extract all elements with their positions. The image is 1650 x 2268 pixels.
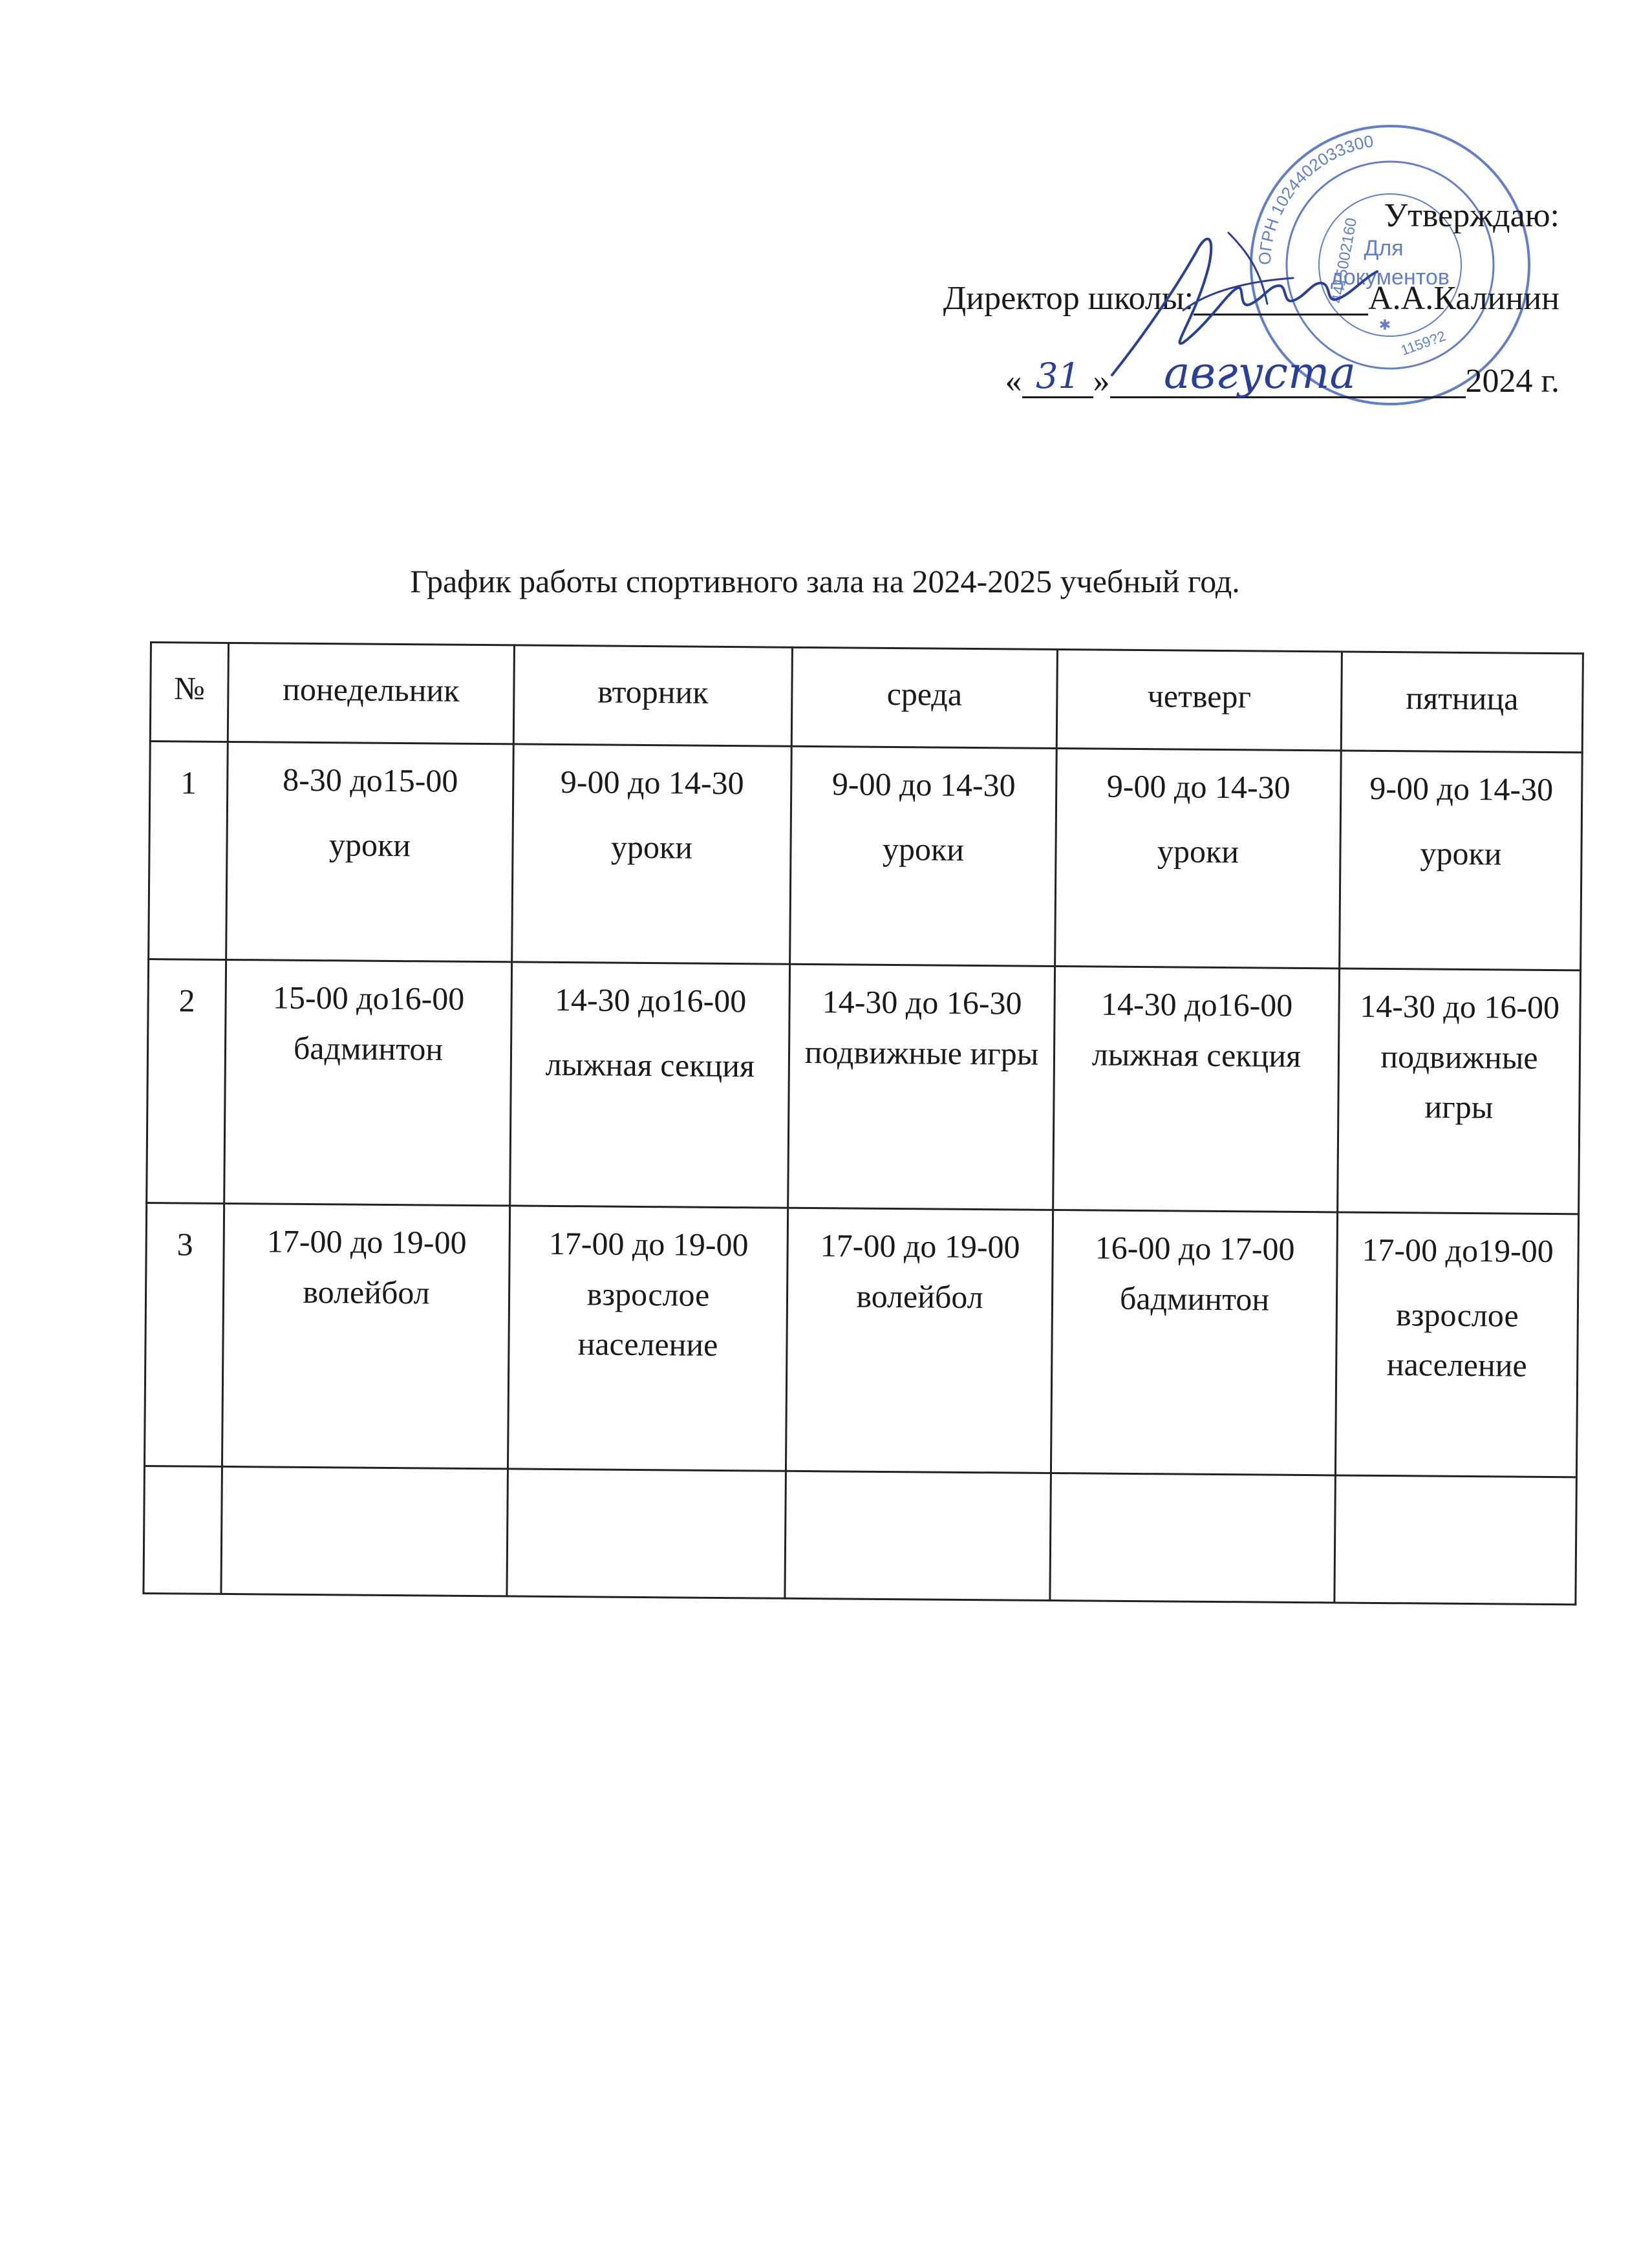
seal-inner-text-1: Для [1364,236,1404,261]
cell-activity [1340,1488,1572,1490]
cell-activity: уроки [328,826,411,863]
cell-activity: подвижные игры [1380,1038,1538,1126]
approve-label: Утверждаю: [1384,197,1559,234]
seal-number-text: 4415002160 [1328,216,1361,305]
cell-time: 9-00 до 14-30 [1106,767,1291,806]
cell-time: 14-30 до16-00 [1100,985,1293,1023]
row-number: 1 [149,742,228,960]
cell-time: 9-00 до 14-30 [560,763,744,802]
svg-text:✱: ✱ [1378,317,1391,334]
schedule-cell [1053,967,1340,1212]
table-row [147,959,1581,1214]
cell-time: 9-00 до 14-30 [1369,769,1554,808]
header-wednesday: среда [791,647,1057,748]
seal-side-text: 1159?2 [1398,327,1448,359]
cell-activity: уроки [882,830,965,868]
cell-activity: взрослое население [1386,1296,1527,1384]
cell-time: 17-00 до 19-00 [266,1223,467,1261]
director-name: А.А.Калинин [1368,280,1559,317]
director-label: Директор школы: [943,280,1194,317]
date-year: 2024 г. [1465,363,1559,400]
schedule-cell [222,1203,509,1468]
cell-time: 15-00 до16-00 [272,979,465,1017]
row-number: 2 [147,959,226,1203]
cell-time [513,1481,781,1483]
cell-activity: подвижные игры [804,1033,1039,1072]
schedule-cell [786,1208,1053,1473]
cell-time [1056,1486,1331,1488]
table-header-row [150,643,1583,753]
schedule-cell [1055,749,1342,968]
cell-time: 17-00 до 19-00 [548,1225,749,1263]
schedule-cell [512,744,792,964]
cell-activity: бадминтон [1119,1279,1270,1318]
cell-activity [791,1484,1046,1486]
cell-activity: волейбол [303,1273,430,1311]
cell-activity [513,1481,781,1483]
cell-activity: волейбол [856,1278,983,1315]
date-day-blank [1022,396,1093,398]
table-row [144,1466,1576,1604]
director-signature [1099,213,1384,381]
seal-inner-text-2: документов [1331,265,1450,290]
cell-time: 14-30 до16-00 [554,981,747,1020]
schedule-cell [1334,1475,1577,1605]
schedule-cell [788,964,1055,1210]
cell-time [791,1484,1046,1486]
table-row [149,742,1583,970]
schedule-cell [790,746,1057,966]
header-thursday: четверг [1056,650,1342,751]
cell-time [227,1479,503,1481]
schedule-cell [785,1471,1051,1600]
header-monday: понедельник [228,643,514,744]
cell-time [1340,1488,1572,1490]
schedule-table [142,641,1584,1605]
header-friday: пятница [1341,652,1583,753]
cell-activity: бадминтон [293,1029,444,1067]
date-open-quote: « [1005,363,1022,400]
cell-time: 17-00 до 19-00 [820,1227,1020,1265]
schedule-cell [1340,751,1583,970]
schedule-cell [510,962,790,1208]
schedule-cell [226,742,514,961]
cell-activity: уроки [610,828,693,866]
schedule-cell [224,959,512,1205]
page-title: График работы спортивного зала на 2024-2025 учебный год. [410,563,1240,599]
date-month-blank [1110,396,1466,398]
schedule-cell [1051,1210,1337,1475]
cell-time: 8-30 до15-00 [282,761,458,799]
cell-activity [1056,1486,1331,1488]
seal-ring-text: ОГРН 1024402033300 [1254,131,1375,266]
cell-time: 17-00 до19-00 [1362,1231,1554,1270]
schedule-cell [1335,1212,1578,1477]
schedule-cell [1338,968,1581,1214]
cell-activity: уроки [1420,834,1502,872]
table-row [144,1203,1578,1477]
cell-activity [227,1479,503,1481]
cell-activity: лыжная секция [1091,1035,1302,1074]
schedule-cell [221,1466,508,1596]
cell-activity: лыжная секция [545,1045,755,1084]
cell-time: 9-00 до 14-30 [831,765,1016,804]
row-number [144,1466,222,1594]
schedule-cell [1050,1473,1336,1602]
row-number: 3 [144,1203,224,1466]
date-close-quote: » [1093,363,1110,400]
schedule-cell [507,1469,786,1598]
svg-text:августа: августа [1164,348,1356,399]
cell-time: 14-30 до 16-00 [1360,987,1560,1026]
header-tuesday: вторник [513,645,792,746]
cell-time: 14-30 до 16-30 [822,983,1022,1022]
header-number: № [150,643,228,742]
cell-activity: взрослое население [577,1275,718,1363]
schedule-cell [508,1206,788,1471]
cell-time: 16-00 до 17-00 [1095,1229,1295,1267]
cell-activity: уроки [1157,832,1239,870]
svg-text:31: 31 [1036,356,1080,396]
